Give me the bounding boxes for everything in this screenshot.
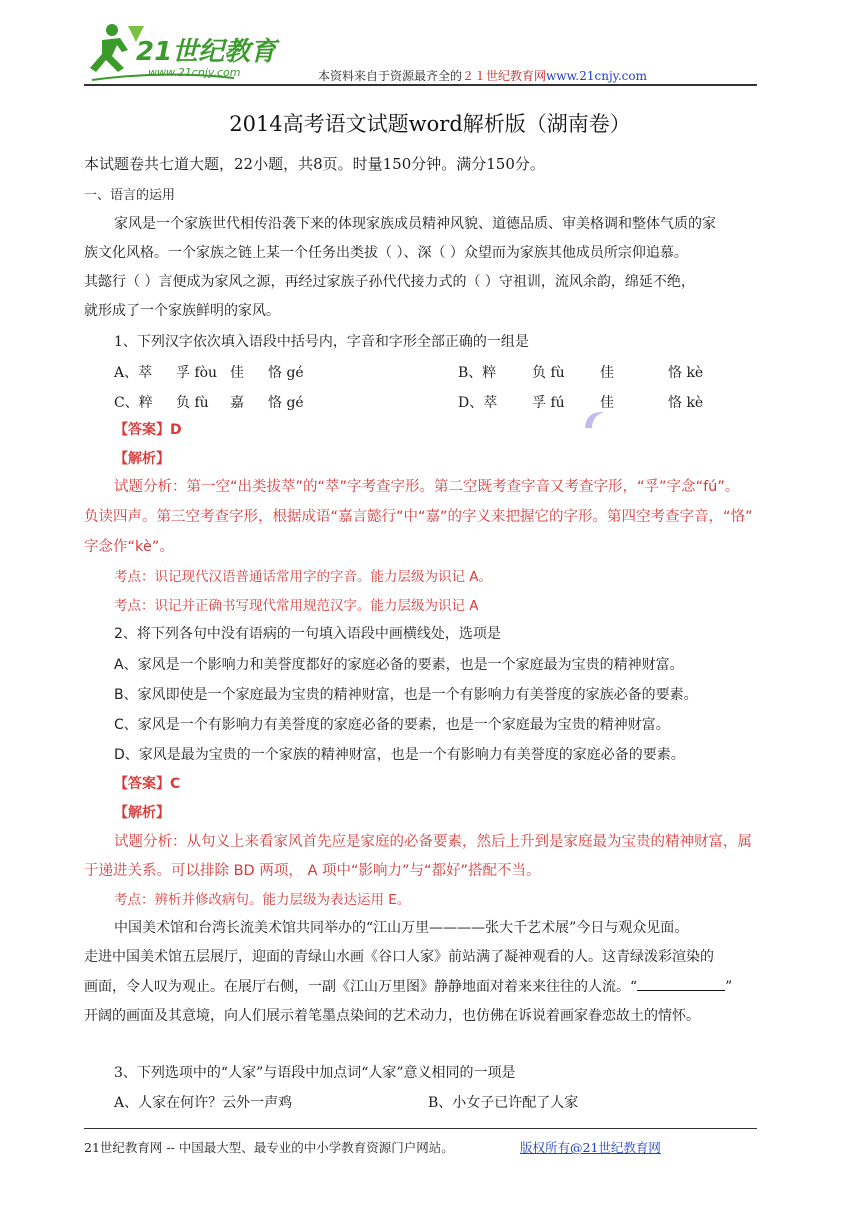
q1-option-b-1: B、粹: [458, 365, 497, 381]
header-site-name: ２１世纪教育网: [462, 69, 547, 83]
header-url[interactable]: www.21cnjy.com: [546, 69, 647, 83]
q1-option-c-4: 恪 gé: [268, 395, 304, 411]
q1-point: 考点：识记并正确书写现代常用规范汉字。能力层级为识记 A: [114, 598, 479, 614]
q1-option-d-3: 佳: [600, 395, 614, 411]
q1-option-d-4: 恪 kè: [668, 395, 704, 411]
header-rule: [84, 84, 757, 86]
q1-analysis-line: 字念作“kè”。: [84, 539, 174, 555]
q2-answer: 【答案】C: [114, 776, 181, 792]
q1-option-a-2: 孚 fòu: [176, 365, 218, 381]
q1-option-c-2: 负 fù: [176, 395, 209, 411]
section-heading: 一、语言的运用: [84, 188, 176, 203]
q1-option-c-3: 嘉: [230, 395, 244, 411]
footer-rule: [84, 1128, 757, 1129]
q1-option-d-1: D、萃: [458, 395, 498, 411]
exam-intro: 本试题卷共七道大题，22小题，共8页。时量150分钟。满分150分。: [84, 155, 545, 173]
page-title: 2014高考语文试题word解析版（湖南卷）: [229, 112, 631, 136]
q1-point: 考点：识记现代汉语普通话常用字的字音。能力层级为识记 A。: [114, 569, 493, 585]
passage1-line: 就形成了一个家族鲜明的家风。: [84, 303, 280, 319]
q2-point: 考点：辨析并修改病句。能力层级为表达运用 E。: [114, 892, 411, 908]
passage2-line: 中国美术馆和台湾长流美术馆共同举办的“江山万里————张大千艺术展”今日与观众见面。: [114, 920, 689, 936]
q1-option-d-2: 孚 fú: [532, 395, 565, 411]
q2-option-d: D、家风是最为宝贵的一个家族的精神财富，也是一个有影响力有美誉度的家庭必备的要素。: [114, 747, 685, 763]
q1-option-a-3: 佳: [230, 365, 244, 381]
q2-analysis-label: 【解析】: [114, 805, 170, 821]
q2-option-c: C、家风是一个有影响力有美誉度的家庭必备的要素，也是一个家庭最为宝贵的精神财富。: [114, 717, 670, 733]
watermark-mark: [582, 408, 608, 430]
logo-url: www.21cnjy.com: [148, 66, 241, 79]
q1-option-b-4: 恪 kè: [668, 365, 704, 381]
q3-option-a: A、人家在何许？云外一声鸡: [114, 1095, 293, 1111]
site-logo: [84, 20, 294, 84]
q1-analysis-line: 负读四声。第三空考查字形，根据成语“嘉言懿行”中“嘉”的字义来把握它的字形。第四空考查字音，“恪”: [84, 509, 753, 525]
q2-option-b: B、家风即使是一个家庭最为宝贵的精神财富，也是一个有影响力有美誉度的家族必备的要素。: [114, 687, 698, 703]
q2-analysis-line: 于递进关系。可以排除 BD 两项， A 项中“影响力”与“都好”搭配不当。: [84, 863, 541, 879]
q1-stem: 1、下列汉字依次填入语段中括号内，字音和字形全部正确的一组是: [114, 334, 529, 350]
footer-text: 21世纪教育网 -- 中国最大型、最专业的中小学教育资源门户网站。: [84, 1140, 454, 1155]
q1-analysis-line: 试题分析：第一空“出类拔萃”的“萃”字考查字形。第二空既考查字音又考查字形，“孚”字念“fú”。: [114, 479, 740, 495]
footer-copyright-link[interactable]: 版权所有@21世纪教育网: [520, 1140, 661, 1155]
header-note: 本资料来自于资源最齐全的２１世纪教育网www.21cnjy.com: [318, 69, 647, 83]
q1-option-a-1: A、萃: [114, 365, 153, 381]
passage1-line: 其懿行（ ）言便成为家风之源，再经过家族子孙代代接力式的（ ）守祖训，流风余韵，绵延不绝，: [84, 274, 695, 290]
passage1-line: 家风是一个家族世代相传沿袭下来的体现家族成员精神风貌、道德品质、审美格调和整体气质的家: [114, 216, 716, 232]
q1-option-c-1: C、粹: [114, 395, 153, 411]
passage1-line: 族文化风格。一个家族之链上某一个任务出类拔（ ）、深（ ）众望而为家族其他成员所宗仰追慕。: [84, 245, 688, 261]
logo-text: 21世纪教育: [136, 37, 277, 67]
q3-option-b: B、小女子已许配了人家: [428, 1095, 579, 1111]
q2-option-a: A、家风是一个影响力和美誉度都好的家庭必备的要素，也是一个家庭最为宝贵的精神财富。: [114, 657, 684, 673]
passage2-line: 画面，令人叹为观止。在展厅右侧，一副《江山万里图》静静地面对着来来往往的人流。“ ”: [84, 979, 733, 995]
fill-in-blank: [637, 978, 725, 991]
q1-answer: 【答案】D: [114, 422, 182, 438]
q2-analysis-line: 试题分析：从句义上来看家风首先应是家庭的必备要素，然后上升到是家庭最为宝贵的精神财富，属: [114, 834, 752, 850]
passage2-line: 走进中国美术馆五层展厅，迎面的青绿山水画《谷口人家》前站满了凝神观看的人。这青绿泼彩渲染的: [84, 949, 714, 965]
q1-option-a-4: 恪 gé: [268, 365, 304, 381]
q1-option-b-3: 佳: [600, 365, 614, 381]
q2-stem: 2、将下列各句中没有语病的一句填入语段中画横线处，选项是: [114, 626, 501, 642]
passage2-line: 开阔的画面及其意境，向人们展示着笔墨点染间的艺术动力，也仿佛在诉说着画家眷恋故土的情怀。: [84, 1008, 700, 1024]
q1-option-b-2: 负 fù: [532, 365, 565, 381]
q3-stem: 3、下列选项中的“人家”与语段中加点词“人家”意义相同的一项是: [114, 1065, 516, 1081]
q1-analysis-label: 【解析】: [114, 451, 170, 467]
